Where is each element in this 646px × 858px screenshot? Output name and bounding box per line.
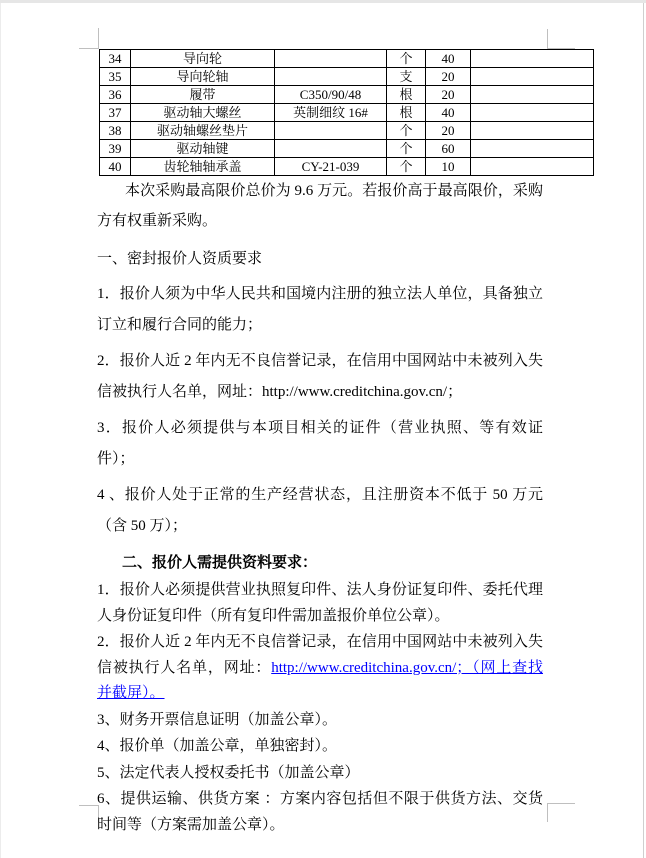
cell-unit: 个 [387, 50, 426, 68]
cell-qty: 40 [426, 50, 471, 68]
cell-spec [275, 140, 387, 158]
cell-qty: 20 [426, 68, 471, 86]
page-left-edge [0, 3, 1, 858]
cell-name: 驱动轴键 [131, 140, 275, 158]
cell-spec [275, 122, 387, 140]
table-row [100, 50, 594, 68]
section2-item: 5、法定代表人授权委托书（加盖公章） [97, 764, 360, 781]
cell-note [471, 158, 594, 176]
margin-mark-top-right-v [547, 29, 548, 49]
cell-qty: 20 [426, 122, 471, 140]
cell-qty: 10 [426, 158, 471, 176]
table-row [100, 158, 594, 176]
section2-item: 1．报价人必须提供营业执照复印件、法人身份证复印件、委托代理人身份证复印件（所有复印件需加盖报价单位公章）。 [97, 582, 543, 624]
cell-spec: CY-21-039 [275, 158, 387, 176]
cell-no: 34 [100, 50, 131, 68]
cell-name: 履带 [131, 86, 275, 104]
section1-item: 2．报价人近 2 年内无不良信誉记录，在信用中国网站中未被列入失信被执行人名单，网址：http://www.creditchina.gov.cn/； [97, 353, 543, 400]
section2-item: 6、提供运输、供货方案 ：方案内容包括但不限于供货方法、交货时间等（方案需加盖公章）。 [97, 791, 543, 833]
cell-note [471, 122, 594, 140]
section1-item: 1．报价人须为中华人民共和国境内注册的独立法人单位，具备独立订立和履行合同的能力； [97, 286, 543, 333]
cell-unit: 根 [387, 86, 426, 104]
items-table [99, 49, 594, 176]
cell-unit: 个 [387, 140, 426, 158]
cell-name: 导向轮轴 [131, 68, 275, 86]
table-row [100, 104, 594, 122]
cell-spec: C350/90/48 [275, 86, 387, 104]
section1-item: 3．报价人必须提供与本项目相关的证件（营业执照、等有效证件）； [97, 420, 543, 467]
page-top-edge [0, 0, 646, 3]
section1-title: 一、密封报价人资质要求 [97, 251, 263, 267]
section1-body [97, 279, 543, 542]
section2-body [97, 578, 543, 838]
creditchina-link[interactable]: http://www.creditchina.gov.cn/；（网上查找并截屏）。 [97, 659, 543, 701]
cell-no: 40 [100, 158, 131, 176]
cell-note [471, 68, 594, 86]
section2-title: 二、报价人需提供资料要求： [122, 555, 318, 571]
margin-mark-top-left-v [98, 28, 99, 49]
cell-unit: 个 [387, 122, 426, 140]
document-text [97, 176, 543, 838]
section2-item2-text: 2．报价人近 2 年内无不良信誉记录，在信用中国网站中未被列入失信被执行人名单，网址： [97, 634, 543, 676]
cell-unit: 个 [387, 158, 426, 176]
cell-unit: 根 [387, 104, 426, 122]
cell-qty: 60 [426, 140, 471, 158]
cell-name: 齿轮轴轴承盖 [131, 158, 275, 176]
margin-mark-bottom-left-h [79, 805, 99, 806]
cell-note [471, 140, 594, 158]
intro-paragraph: 本次采购最高限价总价为 9.6 万元。若报价高于最高限价，采购方有权重新采购。 [97, 183, 543, 229]
section2-item [97, 630, 543, 707]
cell-no: 37 [100, 104, 131, 122]
table-row [100, 86, 594, 104]
cell-note [471, 86, 594, 104]
cell-name: 导向轮 [131, 50, 275, 68]
section2-item: 4、报价单（加盖公章，单独密封）。 [97, 738, 338, 754]
cell-no: 39 [100, 140, 131, 158]
cell-no: 38 [100, 122, 131, 140]
table-row [100, 68, 594, 86]
section2-item: 3、财务开票信息证明（加盖公章）。 [97, 711, 338, 728]
margin-mark-bottom-right-v [547, 803, 548, 822]
cell-qty: 40 [426, 104, 471, 122]
cell-unit: 支 [387, 68, 426, 86]
table-row [100, 140, 594, 158]
page-right-edge [643, 3, 644, 858]
cell-spec [275, 68, 387, 86]
cell-spec: 英制细纹 16# [275, 104, 387, 122]
cell-name: 驱动轴螺丝垫片 [131, 122, 275, 140]
cell-no: 36 [100, 86, 131, 104]
cell-spec [275, 50, 387, 68]
cell-note [471, 104, 594, 122]
section1-item: 4 、报价人处于正常的生产经营状态，且注册资本不低于 50 万元（含 50 万）； [97, 487, 543, 534]
cell-note [471, 50, 594, 68]
cell-no: 35 [100, 68, 131, 86]
cell-qty: 20 [426, 86, 471, 104]
cell-name: 驱动轴大螺丝 [131, 104, 275, 122]
margin-mark-bottom-right-h [547, 803, 575, 804]
margin-mark-top-left-h [79, 48, 99, 49]
table-row [100, 122, 594, 140]
